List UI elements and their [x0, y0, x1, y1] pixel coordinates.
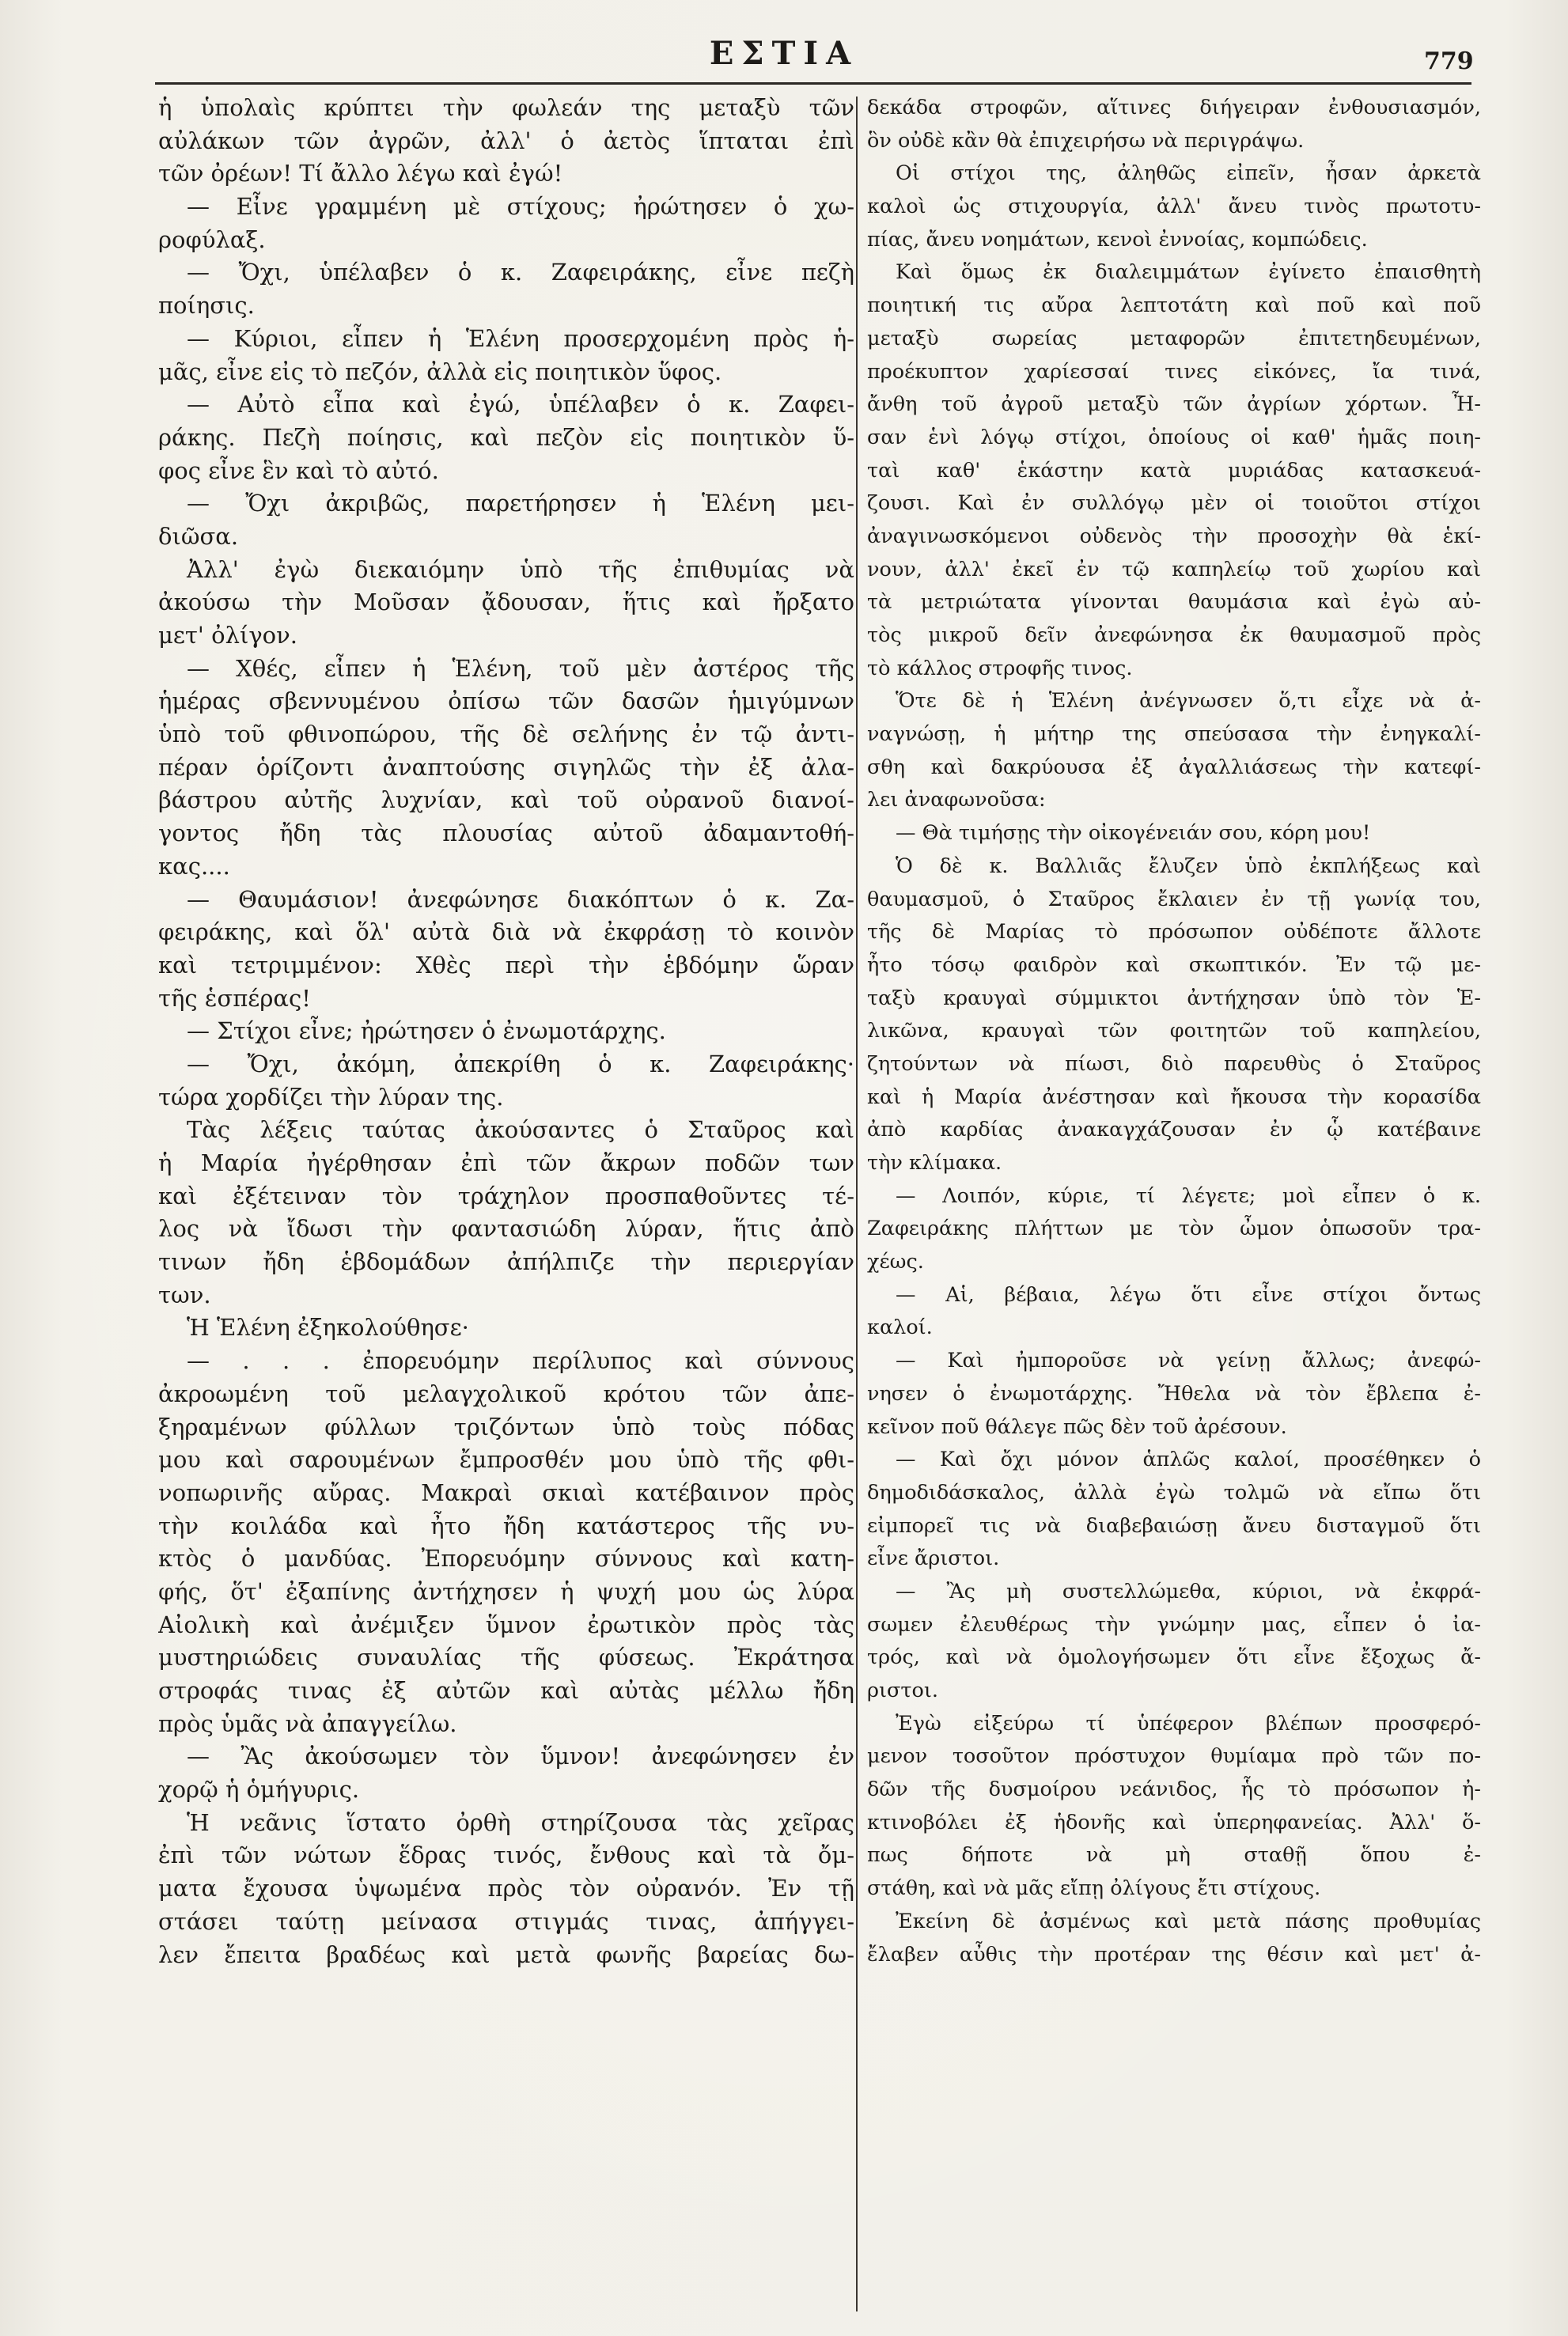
text-line: ἡ Μαρία ἠγέρθησαν ἐπὶ τῶν ἄκρων ποδῶν των — [158, 1149, 854, 1176]
text-line: — Εἶνε γραμμένη μὲ στίχους; ἠρώτησεν ὁ χω- — [187, 193, 854, 221]
text-line: καλοὶ ὡς στιχουργία, ἀλλ' ἄνευ τινὸς πρωτοτυ- — [867, 195, 1481, 219]
text-line: κας.... — [158, 852, 230, 880]
text-line: — Λοιπόν, κύριε, τί λέγετε; μοὶ εἶπεν ὁ κ. — [896, 1183, 1481, 1208]
text-line: τὴν κοιλάδα καὶ ἦτο ἤδη κατάστερος τῆς νυ- — [158, 1512, 854, 1539]
text-line: τῆς δὲ Μαρίας τὸ πρόσωπον οὐδέποτε ἄλλοτε — [867, 920, 1481, 945]
text-line: τῶν ὀρέων! Τί ἄλλο λέγω καὶ ἐγώ! — [158, 160, 563, 187]
text-line: των. — [158, 1281, 211, 1308]
text-line: Ὅτε δὲ ἡ Ἑλένη ἀνέγνωσεν ὅ,τι εἶχε νὰ ἀ- — [896, 689, 1481, 714]
text-line: μυστηριώδεις συναυλίας τῆς φύσεως. Ἐκράτησα — [158, 1644, 854, 1672]
text-line: Ζαφειράκης πλήττων με τὸν ὦμον ὁπωσοῦν τρα- — [867, 1217, 1481, 1241]
text-line: ταξὺ κραυγαὶ σύμμικτοι ἀντήχησαν ὑπὸ τὸν Ἑ- — [867, 986, 1481, 1010]
text-line: καὶ ἡ Μαρία ἀνέστησαν καὶ ἤκουσα τὴν κορασίδα — [867, 1085, 1481, 1109]
text-line: ἀκροωμένη τοῦ μελαγχολικοῦ κρότου τῶν ἀπε- — [158, 1380, 854, 1407]
text-line: διῶσα. — [158, 522, 239, 550]
text-line: μεταξὺ σωρείας μεταφορῶν ἐπιτετηδευμένων, — [867, 326, 1481, 350]
text-line: ἔλαβεν αὖθις τὴν προτέραν της θέσιν καὶ μετ' ἀ- — [867, 1942, 1481, 1967]
text-line: κτινοβόλει ἐξ ἡδονῆς καὶ ὑπερηφανείας. Ἀλλ' ὅ- — [867, 1810, 1481, 1834]
text-line: φειράκης, καὶ ὅλ' αὐτὰ διὰ νὰ ἐκφράσῃ τὸ κοινὸν — [158, 918, 854, 946]
left-column — [158, 92, 854, 2323]
text-line: σωμεν ἐλευθέρως τὴν γνώμην μας, εἶπεν ὁ ἰα- — [867, 1612, 1481, 1637]
text-line: χορῷ ἡ ὁμήγυρις. — [158, 1776, 360, 1804]
text-line: Ἐκείνη δὲ ἀσμένως καὶ μετὰ πάσης προθυμίας — [896, 1909, 1481, 1933]
text-line: — Καὶ ὄχι μόνον ἁπλῶς καλοί, προσέθηκεν ὁ — [896, 1448, 1481, 1472]
text-line: στάσει ταύτῃ μείνασα στιγμάς τινας, ἀπήγγει- — [158, 1907, 854, 1935]
text-line: Ἐγὼ εἰξεύρω τί ὑπέφερον βλέπων προσφερό- — [896, 1711, 1481, 1736]
text-line: νουν, ἀλλ' ἐκεῖ ἐν τῷ καπηλείῳ τοῦ χωρίου καὶ — [867, 557, 1481, 581]
text-line: ὑπὸ τοῦ φθινοπώρου, τῆς δὲ σελήνης ἐν τῷ ἀντι- — [158, 721, 854, 748]
text-line: νησεν ὁ ἐνωμοτάρχης. Ἤθελα νὰ τὸν ἔβλεπα ἐ- — [867, 1381, 1481, 1406]
text-line: λος νὰ ἴδωσι τὴν φαντασιώδη λύραν, ἥτις ἀπὸ — [158, 1215, 854, 1243]
text-line: ξηραμένων φύλλων τριζόντων ὑπὸ τοὺς πόδας — [158, 1413, 854, 1441]
text-line: κεῖνον ποῦ θάλεγε πῶς δὲν τοῦ ἀρέσουν. — [867, 1414, 1287, 1439]
text-line: Ἡ Ἑλένη ἐξηκολούθησε· — [187, 1314, 469, 1342]
text-line: μετ' ὀλίγον. — [158, 622, 297, 649]
text-line: ἡμέρας σβεννυμένου ὀπίσω τῶν δασῶν ἡμιγύμνων — [158, 687, 854, 715]
text-line: ποιητική τις αὔρα λεπτοτάτη καὶ ποῦ καὶ ποῦ — [867, 293, 1481, 318]
text-line: ταὶ καθ' ἑκάστην κατὰ μυριάδας κατασκευά- — [867, 458, 1481, 483]
text-line: αὐλάκων τῶν ἀγρῶν, ἀλλ' ὁ ἀετὸς ἵπταται ἐπὶ — [158, 127, 854, 154]
text-line: ζητούντων νὰ πίωσι, διὸ παρευθὺς ὁ Σταῦρος — [867, 1051, 1481, 1076]
text-line: καὶ τετριμμένον: Χθὲς περὶ τὴν ἑβδόμην ὥραν — [158, 951, 854, 979]
text-line: ζουσι. Καὶ ἐν συλλόγῳ μὲν οἱ τοιοῦτοι στίχοι — [867, 491, 1481, 516]
text-line: καὶ ἐξέτειναν τὸν τράχηλον προσπαθοῦντες τέ- — [158, 1182, 854, 1210]
text-line: — Ὄχι, ὑπέλαβεν ὁ κ. Ζαφειράκης, εἶνε πεζὴ — [187, 259, 854, 286]
text-line: πως δήποτε νὰ μὴ σταθῇ ὅπου ἐ- — [867, 1843, 1481, 1868]
text-line: — Αἱ, βέβαια, λέγω ὅτι εἶνε στίχοι ὄντως — [896, 1282, 1481, 1307]
text-line: μου καὶ σαρουμένων ἔμπροσθέν μου ὑπὸ τῆς φθι- — [158, 1446, 854, 1474]
text-line: — Ἂς ἀκούσωμεν τὸν ὕμνον! ἀνεφώνησεν ἐν — [187, 1743, 854, 1770]
text-line: — Ὄχι ἀκριβῶς, παρετήρησεν ἡ Ἑλένη μει- — [187, 490, 854, 517]
text-line: νοπωρινῆς αὔρας. Μακραὶ σκιαὶ κατέβαινον πρὸς — [158, 1478, 854, 1506]
text-line: θαυμασμοῦ, ὁ Σταῦρος ἔκλαιεν ἐν τῇ γωνίᾳ του, — [867, 887, 1481, 911]
text-line: Οἱ στίχοι της, ἀληθῶς εἰπεῖν, ἦσαν ἀρκετὰ — [896, 161, 1481, 186]
text-line: ἡ ὑπολαὶς κρύπτει τὴν φωλεάν της μεταξὺ τῶν — [158, 94, 854, 121]
text-line: ὃν οὐδὲ κἂν θὰ ἐπιχειρήσω νὰ περιγράψω. — [867, 128, 1305, 153]
text-line: τώρα χορδίζει τὴν λύραν της. — [158, 1083, 504, 1111]
text-line: — Θὰ τιμήσῃς τὴν οἰκογένειάν σου, κόρη μου! — [896, 821, 1371, 846]
text-line: στάθη, καὶ νὰ μᾶς εἴπῃ ὀλίγους ἔτι στίχους. — [867, 1876, 1321, 1901]
text-line: Αἰολικὴ καὶ ἀνέμιξεν ὕμνον ἐρωτικὸν πρὸς τὰς — [158, 1611, 854, 1638]
text-line: πέραν ὁρίζοντι ἀναπτούσης σιγηλῶς τὴν ἐξ ἀλα- — [158, 753, 854, 781]
column-divider — [856, 97, 858, 2311]
right-column — [867, 92, 1481, 2323]
text-line: τρός, καὶ νὰ ὁμολογήσωμεν ὅτι εἶνε ἔξοχως ἄ- — [867, 1645, 1481, 1670]
text-line: Ἡ νεᾶνις ἵστατο ὀρθὴ στηρίζουσα τὰς χεῖρας — [187, 1808, 854, 1836]
page-number: 779 — [1424, 47, 1474, 75]
text-line: τὸ κάλλος στροφῆς τινος. — [867, 656, 1133, 680]
text-line: Ἀλλ' ἐγὼ διεκαιόμην ὑπὸ τῆς ἐπιθυμίας νὰ — [187, 555, 854, 583]
text-line: στροφάς τινας ἐξ αὐτῶν καὶ αὐτὰς μέλλω ἤδη — [158, 1677, 854, 1704]
text-line: — Αὐτὸ εἶπα καὶ ἐγώ, ὑπέλαβεν ὁ κ. Ζαφει- — [187, 391, 854, 418]
text-line: τῆς ἑσπέρας! — [158, 984, 311, 1012]
text-line: ἐπὶ τῶν νώτων ἕδρας τινός, ἔνθους καὶ τὰ ὄμ- — [158, 1842, 854, 1869]
text-line: Τὰς λέξεις ταύτας ἀκούσαντες ὁ Σταῦρος καὶ — [187, 1116, 854, 1144]
running-title: ΕΣΤΙΑ — [709, 35, 859, 72]
text-line: μᾶς, εἶνε εἰς τὸ πεζόν, ἀλλὰ εἰς ποιητικὸν ὕφος. — [158, 358, 722, 385]
text-line: — Καὶ ἠμποροῦσε νὰ γείνῃ ἄλλως; ἀνεφώ- — [896, 1349, 1481, 1373]
text-line: δημοδιδάσκαλος, ἀλλὰ ἐγὼ τολμῶ νὰ εἴπω ὅτι — [867, 1480, 1481, 1505]
text-line: Καὶ ὅμως ἐκ διαλειμμάτων ἐγίνετο ἐπαισθητὴ — [896, 260, 1481, 285]
text-line: ἦτο τόσῳ φαιδρὸν καὶ σκωπτικόν. Ἐν τῷ με- — [867, 952, 1481, 977]
text-line: ἀκούσω τὴν Μοῦσαν ᾄδουσαν, ἥτις καὶ ἤρξατο — [158, 589, 854, 616]
text-line: κτὸς ὁ μανδύας. Ἐπορευόμην σύννους καὶ κατη- — [158, 1545, 854, 1573]
text-line: τὰ μετριώτατα γίνονται θαυμάσια καὶ ἐγὼ αὐ- — [867, 590, 1481, 615]
text-line: χέως. — [867, 1250, 924, 1274]
text-line: φος εἶνε ἓν καὶ τὸ αὐτό. — [158, 456, 439, 484]
text-line: — Θαυμάσιον! ἀνεφώνησε διακόπτων ὁ κ. Ζα- — [187, 885, 854, 913]
text-line: λεν ἔπειτα βραδέως καὶ μετὰ φωνῆς βαρείας δω- — [158, 1940, 854, 1968]
text-line: δεκάδα στροφῶν, αἵτινες διήγειραν ἐνθουσιασμόν, — [867, 96, 1481, 119]
text-line: ματα ἔχουσα ὑψωμένα πρὸς τὸν οὐρανόν. Ἐν τῇ — [158, 1875, 854, 1902]
text-line: πίας, ἄνευ νοημάτων, κενοὶ ἐννοίας, κομπώδεις. — [867, 227, 1368, 252]
text-line: λικῶνα, κραυγαὶ τῶν φοιτητῶν τοῦ καπηλείου, — [867, 1019, 1481, 1043]
text-line: τινων ἤδη ἑβδομάδων ἀπήλπιζε τὴν περιεργίαν — [158, 1248, 854, 1276]
text-line: — . . . ἐπορευόμην περίλυπος καὶ σύννους — [187, 1347, 854, 1375]
text-line: — Ὄχι, ἀκόμη, ἀπεκρίθη ὁ κ. Ζαφειράκης· — [187, 1050, 854, 1077]
text-line: γοντος ἤδη τὰς πλουσίας αὐτοῦ ἀδαμαντοθή- — [158, 820, 854, 847]
text-line: — Στίχοι εἶνε; ἠρώτησεν ὁ ἐνωμοτάρχης. — [187, 1017, 666, 1045]
text-line: ἄνθη τοῦ ἀγροῦ μεταξὺ τῶν ἀγρίων χόρτων. Ἦ- — [867, 392, 1481, 417]
text-line: φής, ὅτ' ἐξαπίνης ἀντήχησεν ἡ ψυχή μου ὡς λύρα — [158, 1577, 854, 1605]
text-line: ράκης. Πεζὴ ποίησις, καὶ πεζὸν εἰς ποιητικὸν ὕ- — [158, 423, 854, 451]
text-line: εἶνε ἄριστοι. — [867, 1547, 1000, 1571]
text-line: ἀπὸ καρδίας ἀνακαγχάζουσαν ἐν ᾧ κατέβαινε — [867, 1118, 1481, 1142]
text-line: σαν ἑνὶ λόγῳ στίχοι, ὁποίους οἱ καθ' ἡμᾶς ποιη- — [867, 425, 1481, 449]
text-line: δῶν τῆς δυσμοίρου νεάνιδος, ἧς τὸ πρόσωπον ἠ- — [867, 1778, 1481, 1802]
text-line: ροφύλαξ. — [158, 225, 266, 253]
text-line: βάστρου αὐτῆς λυχνίαν, καὶ τοῦ οὐρανοῦ διανοί- — [158, 786, 854, 814]
text-line: μενον τοσοῦτον πρόστυχον θυμίαμα πρὸ τῶν πο- — [867, 1744, 1481, 1769]
text-line: πρὸς ὑμᾶς νὰ ἀπαγγείλω. — [158, 1709, 457, 1737]
text-line: σθη καὶ δακρύουσα ἐξ ἀγαλλιάσεως τὴν κατεφί- — [867, 755, 1481, 779]
text-line: ναγνώσῃ, ἡ μήτηρ της σπεύσασα τὴν ἐνηγκαλί- — [867, 722, 1481, 747]
text-line: καλοί. — [867, 1316, 933, 1340]
text-line: Ὁ δὲ κ. Βαλλιᾶς ἔλυζεν ὑπὸ ἐκπλήξεως καὶ — [896, 854, 1481, 878]
text-line: ποίησις. — [158, 292, 255, 320]
text-line: — Κύριοι, εἶπεν ἡ Ἑλένη προσερχομένη πρὸς ἡ- — [187, 324, 854, 352]
text-line: ἀναγινωσκόμενοι οὐδενὸς τὴν προσοχὴν θὰ ἑκί- — [867, 524, 1481, 548]
text-line: ριστοι. — [867, 1679, 938, 1702]
text-line: εἰμπορεῖ τις νὰ διαβεβαιώσῃ ἄνευ δισταγμοῦ ὅτι — [867, 1513, 1481, 1538]
text-line: τὸς μικροῦ δεῖν ἀνεφώνησα ἐκ θαυμασμοῦ πρὸς — [867, 623, 1481, 647]
text-line: — Χθές, εἶπεν ἡ Ἑλένη, τοῦ μὲν ἀστέρος τῆς — [187, 654, 854, 682]
text-line: τὴν κλίμακα. — [867, 1151, 1002, 1175]
text-line: — Ἂς μὴ συστελλώμεθα, κύριοι, νὰ ἐκφρά- — [896, 1579, 1481, 1603]
text-line: προέκυπτον χαρίεσσαί τινες εἰκόνες, ἴα τινά, — [867, 359, 1481, 384]
header-rule — [155, 82, 1471, 85]
text-line: λει ἀναφωνοῦσα: — [867, 788, 1046, 812]
